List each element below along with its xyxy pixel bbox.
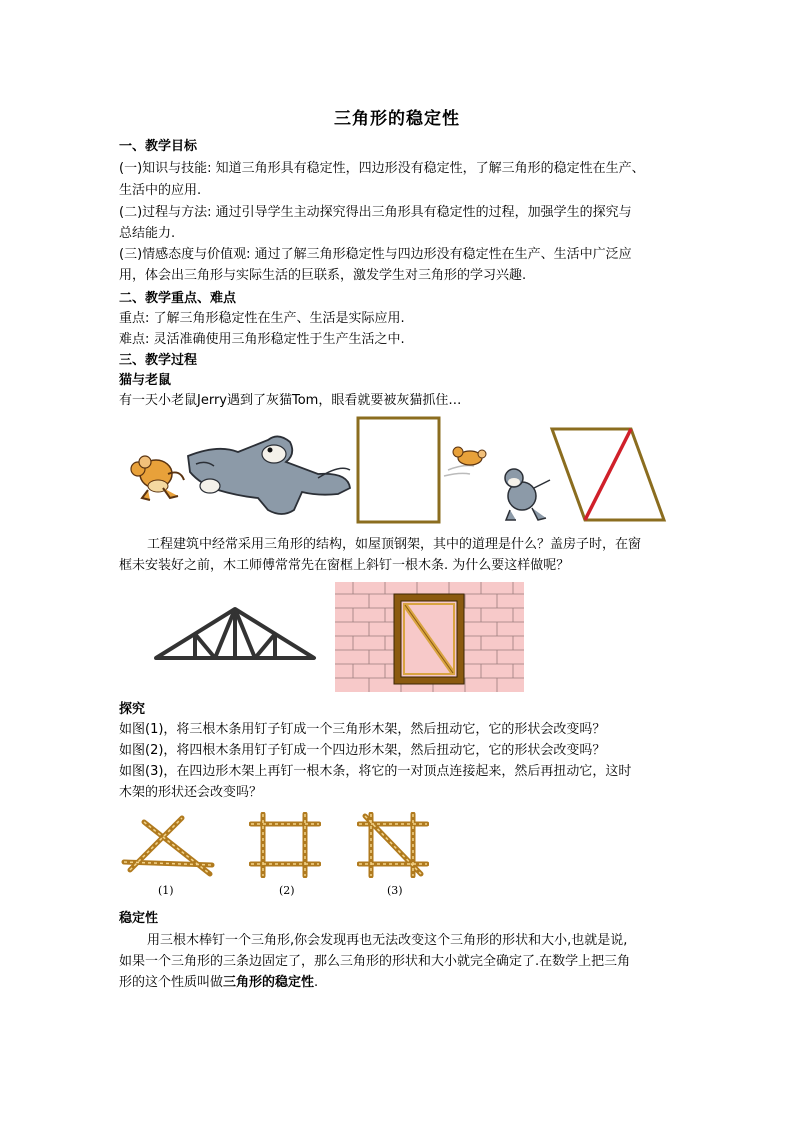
keypoint-focus: 重点: 了解三角形稳定性在生产、生活是实际应用.	[119, 311, 405, 326]
cat-mouse-heading: 猫与老鼠	[119, 373, 172, 388]
goal-attitude-line1: (三)情感态度与价值观: 通过了解三角形稳定性与四边形没有稳定性在生产、生活中广泛应	[119, 247, 632, 262]
diagonal-brace-shape	[585, 429, 631, 520]
jerry-small-image	[444, 447, 486, 476]
figure-label-1: (1)	[158, 884, 174, 897]
figure-label-2: (2)	[279, 884, 295, 897]
stability-line3-end: .	[314, 975, 319, 990]
stability-term: 三角形的稳定性	[223, 975, 315, 990]
stability-line1: 用三根木棒钉一个三角形,你会发现再也无法改变这个三角形的形状和大小,也就是说,	[147, 933, 628, 948]
figure-label-3: (3)	[387, 884, 403, 897]
goal-process-line1: (二)过程与方法: 通过引导学生主动探究得出三角形具有稳定性的过程，加强学生的探究与	[119, 205, 632, 220]
engineering-text-line1: 工程建筑中经常采用三角形的结构，如屋顶钢架，其中的道理是什么？盖房子时，在窗	[147, 537, 642, 552]
section-heading-goals: 一、教学目标	[119, 139, 198, 154]
brick-wall-window-figure	[335, 582, 524, 692]
engineering-text-line2: 框未安装好之前，木工师傅常常先在窗框上斜钉一根木条. 为什么要这样做呢？	[119, 558, 570, 573]
tom-jerry-figure	[118, 414, 674, 526]
jerry-mouse-image	[131, 456, 184, 500]
stick-triangle-figure	[120, 812, 216, 878]
goal-knowledge-line1: (一)知识与技能: 知道三角形具有稳定性，四边形没有稳定性，了解三角形的稳定性在生产、	[119, 161, 645, 176]
explore-line1: 如图(1)，将三根木条用钉子钉成一个三角形木架，然后扭动它，它的形状会改变吗？	[119, 722, 606, 737]
section-heading-keypoints: 二、教学重点、难点	[119, 291, 237, 306]
keypoint-difficulty: 难点: 灵活准确使用三角形稳定性于生产生活之中.	[119, 332, 405, 347]
explore-line3: 如图(3)，在四边形木架上再钉一根木条，将它的一对顶点连接起来，然后再扭动它，这时	[119, 764, 632, 779]
goal-attitude-line2: 用，体会出三角形与实际生活的巨联系，激发学生对三角形的学习兴趣.	[119, 268, 527, 283]
cat-mouse-text: 有一天小老鼠Jerry遇到了灰猫Tom，眼看就要被灰猫抓住…	[119, 393, 462, 408]
tom-cat-image	[188, 436, 350, 514]
page-title: 三角形的稳定性	[334, 109, 460, 129]
goal-knowledge-line2: 生活中的应用.	[119, 183, 202, 198]
explore-line4: 木架的形状还会改变吗？	[119, 785, 263, 800]
stick-square-diagonal-figure	[357, 812, 429, 878]
explore-heading: 探究	[119, 702, 146, 717]
stability-line3	[119, 973, 318, 993]
section-heading-process: 三、教学过程	[119, 353, 198, 368]
stick-square-figure	[249, 812, 321, 878]
stability-line3-text: 形的这个性质叫做	[119, 975, 224, 990]
roof-truss-figure	[152, 604, 318, 662]
stability-line2: 如果一个三角形的三条边固定了，那么三角形的形状和大小就完全确定了.在数学上把三角	[119, 954, 631, 969]
stability-heading: 稳定性	[119, 911, 159, 926]
tom-small-image	[505, 469, 550, 520]
explore-line2: 如图(2)，将四根木条用钉子钉成一个四边形木架，然后扭动它，它的形状会改变吗？	[119, 743, 606, 758]
rectangle-frame-shape	[358, 418, 439, 522]
goal-process-line2: 总结能力.	[119, 226, 176, 241]
